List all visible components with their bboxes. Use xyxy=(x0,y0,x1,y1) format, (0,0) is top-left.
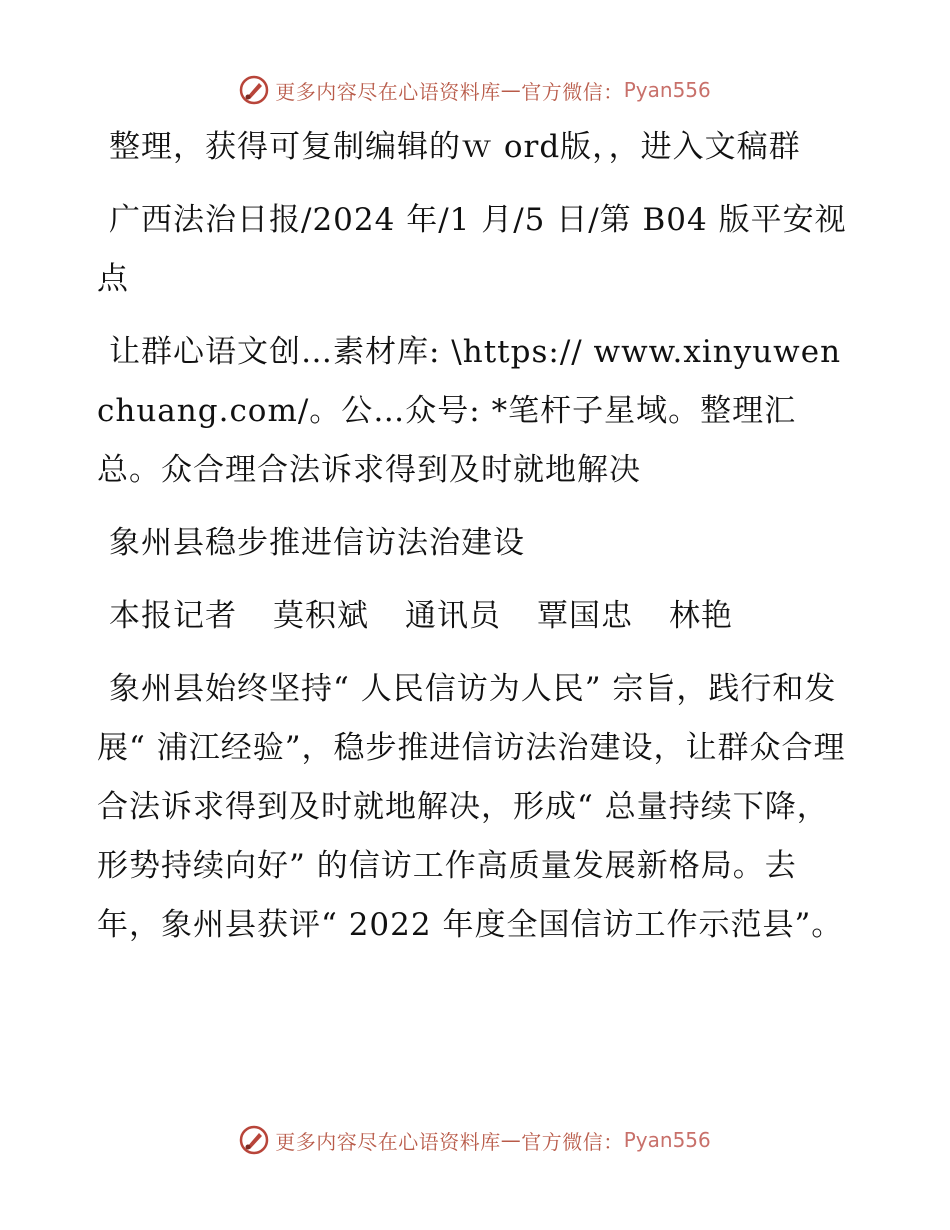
byline-role-reporter: 本报记者 xyxy=(109,598,237,634)
brush-logo-icon xyxy=(239,1125,269,1155)
header-watermark xyxy=(0,70,950,110)
watermark-text: 更多内容尽在心语资料库 xyxy=(275,79,501,104)
brush-logo-icon xyxy=(239,75,269,105)
byline-name-reporter: 莫积斌 xyxy=(273,598,369,634)
byline-name-correspondent-1: 覃国忠 xyxy=(537,598,633,634)
watermark-wechat-id: Pyan556 xyxy=(623,1128,711,1152)
watermark-wechat-label: 官方微信： xyxy=(521,1129,624,1154)
paragraph-source: 广西法治日报/2024 年/1 月/5 日/第 B04 版平安视点 xyxy=(97,202,847,297)
article-body: 象州县始终坚持“ 人民信访为人民” 宗旨，践行和发展“ 浦江经验”，稳步推进信访法治建设，让群众合理合法诉求得到及时就地解决，形成“ 总量持续下降，形势持续向好” 的信访工作高质量发展新格局。去年，象州县获评“ 2022 年度全国信访工作示范县”。 xyxy=(97,671,846,943)
watermark-text: 更多内容尽在心语资料库 xyxy=(275,1129,501,1154)
byline-role-correspondent: 通讯员 xyxy=(405,598,501,634)
document-body xyxy=(97,118,857,969)
article-byline xyxy=(97,587,857,646)
watermark-wechat-id: Pyan556 xyxy=(623,78,711,102)
paragraph-promo: 让群心语文创…素材库: \https:// www.xinyuwenchuang.com/。公…众号: *笔杆子星域。整理汇总。众合理合法诉求得到及时就地解决 xyxy=(97,334,842,488)
watermark-dash: — xyxy=(500,78,522,102)
watermark-wechat-label: 官方微信： xyxy=(521,79,624,104)
paragraph-note: 整理，获得可复制编辑的ｗ ord版，，进入文稿群 xyxy=(109,129,801,165)
watermark-dash: — xyxy=(500,1128,522,1152)
footer-watermark xyxy=(0,1120,950,1160)
article-title: 象州县稳步推进信访法治建设 xyxy=(109,525,525,561)
byline-name-correspondent-2: 林艳 xyxy=(669,598,733,634)
